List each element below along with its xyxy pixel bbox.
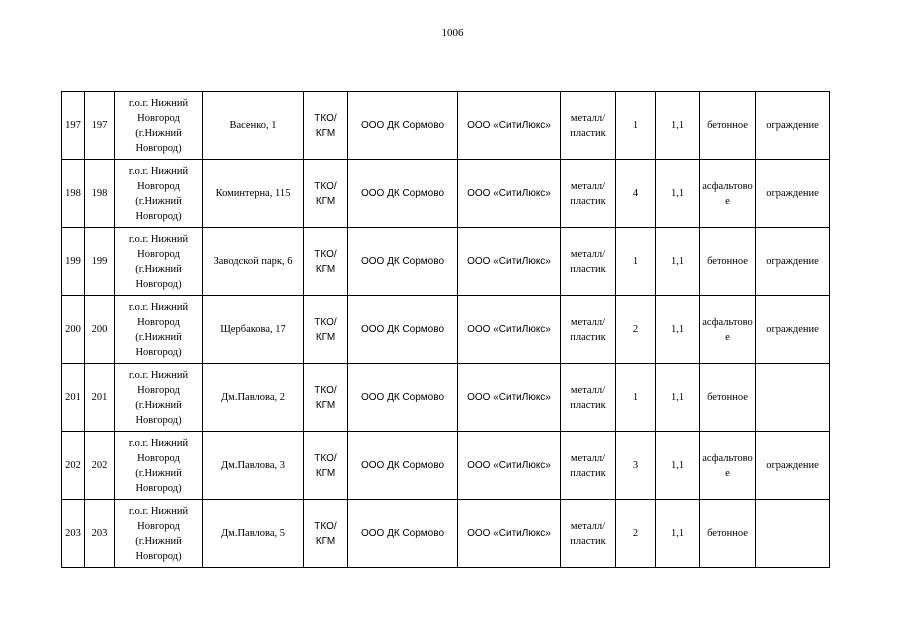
management-company-cell: ООО ДК Сормово — [348, 432, 458, 500]
table-row — [62, 228, 830, 296]
container-volume-cell: 1,1 — [656, 228, 700, 296]
address-cell: Дм.Павлова, 5 — [203, 500, 304, 568]
municipality-cell: г.о.г. Нижний Новгород (г.Нижний Новгород) — [115, 228, 203, 296]
fence-cell: ограждение — [756, 296, 830, 364]
fence-cell: ограждение — [756, 432, 830, 500]
surface-type-cell: бетонное — [700, 92, 756, 160]
page-number: 1006 — [441, 27, 464, 39]
surface-type-cell: бетонное — [700, 500, 756, 568]
waste-type-cell: ТКО/КГМ — [304, 500, 348, 568]
surface-type-cell: асфальтовое — [700, 432, 756, 500]
registry-number-cell: 197 — [85, 92, 115, 160]
management-company-cell: ООО ДК Сормово — [348, 92, 458, 160]
row-number-cell: 203 — [62, 500, 85, 568]
table-row — [62, 432, 830, 500]
municipality-cell: г.о.г. Нижний Новгород (г.Нижний Новгород) — [115, 160, 203, 228]
waste-type-cell: ТКО/КГМ — [304, 92, 348, 160]
address-cell: Заводской парк, 6 — [203, 228, 304, 296]
container-count-cell: 2 — [616, 296, 656, 364]
surface-type-cell: асфальтовое — [700, 160, 756, 228]
table-row — [62, 160, 830, 228]
container-material-cell: металл/пластик — [561, 160, 616, 228]
address-cell: Коминтерна, 115 — [203, 160, 304, 228]
fence-cell: ограждение — [756, 228, 830, 296]
table-row — [62, 364, 830, 432]
address-cell: Васенко, 1 — [203, 92, 304, 160]
container-material-cell: металл/пластик — [561, 92, 616, 160]
operator-cell: ООО «СитиЛюкс» — [458, 296, 561, 364]
address-cell: Дм.Павлова, 2 — [203, 364, 304, 432]
management-company-cell: ООО ДК Сормово — [348, 160, 458, 228]
container-count-cell: 3 — [616, 432, 656, 500]
waste-type-cell: ТКО/КГМ — [304, 364, 348, 432]
operator-cell: ООО «СитиЛюкс» — [458, 500, 561, 568]
municipality-cell: г.о.г. Нижний Новгород (г.Нижний Новгород) — [115, 364, 203, 432]
container-count-cell: 2 — [616, 500, 656, 568]
container-count-cell: 1 — [616, 228, 656, 296]
row-number-cell: 202 — [62, 432, 85, 500]
municipality-cell: г.о.г. Нижний Новгород (г.Нижний Новгород) — [115, 92, 203, 160]
container-count-cell: 4 — [616, 160, 656, 228]
container-material-cell: металл/пластик — [561, 364, 616, 432]
row-number-cell: 199 — [62, 228, 85, 296]
container-volume-cell: 1,1 — [656, 160, 700, 228]
surface-type-cell: бетонное — [700, 228, 756, 296]
container-volume-cell: 1,1 — [656, 92, 700, 160]
municipality-cell: г.о.г. Нижний Новгород (г.Нижний Новгород) — [115, 500, 203, 568]
container-count-cell: 1 — [616, 92, 656, 160]
surface-type-cell: асфальтовое — [700, 296, 756, 364]
table-row — [62, 500, 830, 568]
municipality-cell: г.о.г. Нижний Новгород (г.Нижний Новгород) — [115, 296, 203, 364]
operator-cell: ООО «СитиЛюкс» — [458, 432, 561, 500]
row-number-cell: 197 — [62, 92, 85, 160]
municipality-cell: г.о.г. Нижний Новгород (г.Нижний Новгород) — [115, 432, 203, 500]
waste-type-cell: ТКО/КГМ — [304, 296, 348, 364]
waste-type-cell: ТКО/КГМ — [304, 160, 348, 228]
address-cell: Дм.Павлова, 3 — [203, 432, 304, 500]
container-sites-table — [61, 91, 830, 568]
operator-cell: ООО «СитиЛюкс» — [458, 228, 561, 296]
management-company-cell: ООО ДК Сормово — [348, 364, 458, 432]
registry-number-cell: 200 — [85, 296, 115, 364]
container-volume-cell: 1,1 — [656, 432, 700, 500]
table-row — [62, 92, 830, 160]
container-material-cell: металл/пластик — [561, 500, 616, 568]
operator-cell: ООО «СитиЛюкс» — [458, 364, 561, 432]
management-company-cell: ООО ДК Сормово — [348, 228, 458, 296]
fence-cell: ограждение — [756, 92, 830, 160]
registry-number-cell: 201 — [85, 364, 115, 432]
container-volume-cell: 1,1 — [656, 296, 700, 364]
address-cell: Щербакова, 17 — [203, 296, 304, 364]
fence-cell — [756, 500, 830, 568]
row-number-cell: 198 — [62, 160, 85, 228]
fence-cell: ограждение — [756, 160, 830, 228]
waste-type-cell: ТКО/КГМ — [304, 228, 348, 296]
management-company-cell: ООО ДК Сормово — [348, 500, 458, 568]
container-volume-cell: 1,1 — [656, 364, 700, 432]
row-number-cell: 201 — [62, 364, 85, 432]
row-number-cell: 200 — [62, 296, 85, 364]
container-count-cell: 1 — [616, 364, 656, 432]
waste-type-cell: ТКО/КГМ — [304, 432, 348, 500]
container-volume-cell: 1,1 — [656, 500, 700, 568]
table-row — [62, 296, 830, 364]
registry-number-cell: 198 — [85, 160, 115, 228]
registry-number-cell: 199 — [85, 228, 115, 296]
container-material-cell: металл/пластик — [561, 296, 616, 364]
management-company-cell: ООО ДК Сормово — [348, 296, 458, 364]
surface-type-cell: бетонное — [700, 364, 756, 432]
fence-cell — [756, 364, 830, 432]
container-material-cell: металл/пластик — [561, 432, 616, 500]
registry-number-cell: 203 — [85, 500, 115, 568]
operator-cell: ООО «СитиЛюкс» — [458, 160, 561, 228]
registry-number-cell: 202 — [85, 432, 115, 500]
container-material-cell: металл/пластик — [561, 228, 616, 296]
operator-cell: ООО «СитиЛюкс» — [458, 92, 561, 160]
